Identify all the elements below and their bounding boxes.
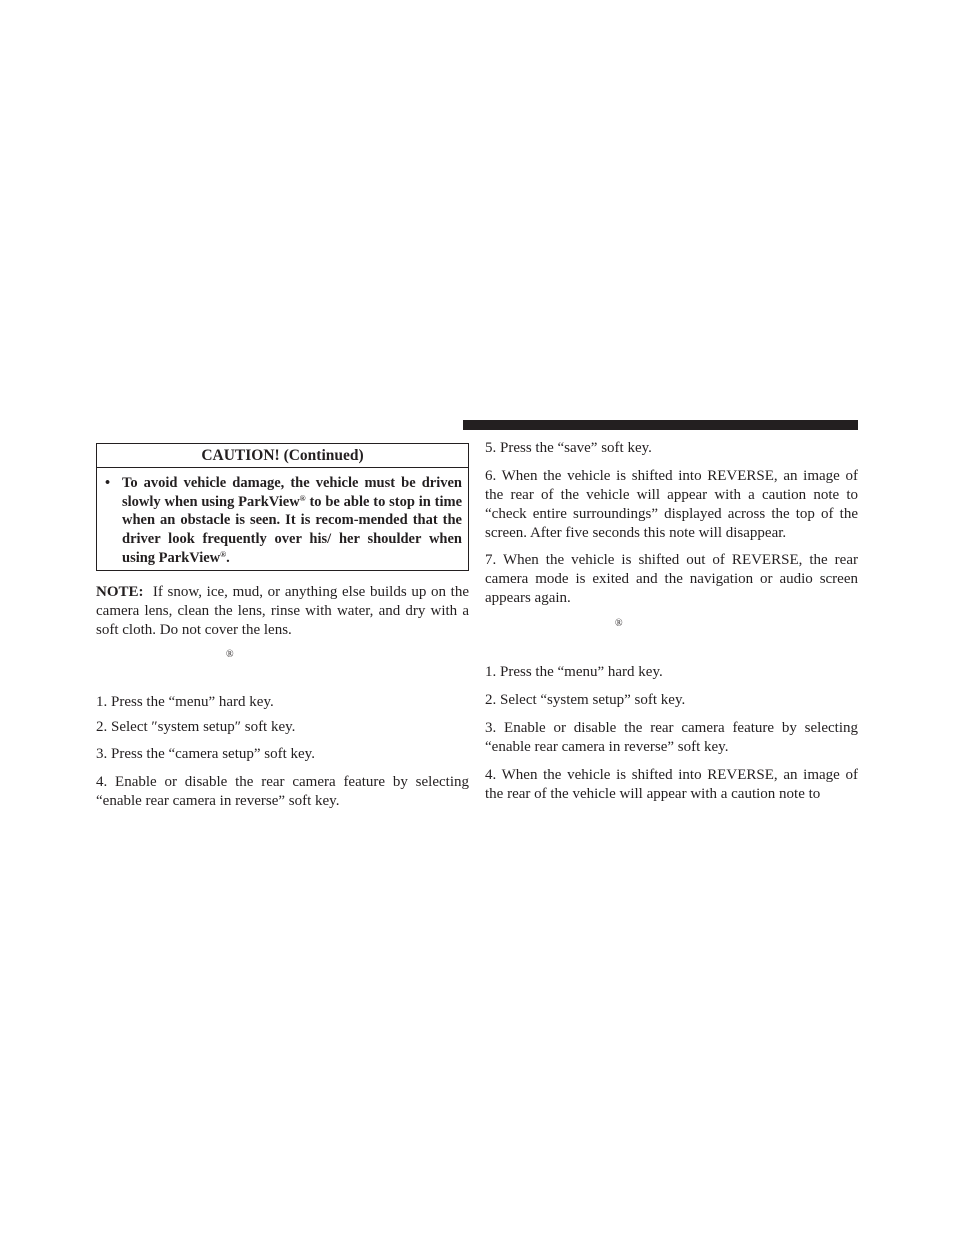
caution-box (96, 443, 469, 571)
right-step-b3: 3. Enable or disable the rear camera feature by selecting “enable rear camera in reverse” soft key. (485, 720, 858, 755)
note-text: If snow, ice, mud, or anything else builds up on the camera lens, clean the lens, rinse with water, and dry with a soft cloth. Do not cover the lens. (96, 584, 469, 638)
caution-text (97, 468, 468, 568)
registered-mark: ® (220, 549, 227, 559)
caution-text-part2: to be able to stop in time when an obstacle is seen. It is recom-mended that the driver look frequently over his/ her shoulder when using ParkView (122, 493, 463, 566)
right-step-7: 7. When the vehicle is shifted out of REVERSE, the rear camera mode is exited and the navigation or audio screen appears again. (485, 552, 858, 606)
right-step-b4: 4. When the vehicle is shifted into REVERSE, an image of the rear of the vehicle will appear with a caution note to (485, 767, 858, 802)
left-step-2: 2. Select ″system setup″ soft key. (96, 719, 296, 735)
left-step-3: 3. Press the “camera setup” soft key. (96, 746, 315, 762)
left-step-4: 4. Enable or disable the rear camera feature by selecting “enable rear camera in reverse” soft key. (96, 774, 469, 809)
caution-text-part1: To avoid vehicle damage, the vehicle must be driven slowly when using ParkView (122, 475, 462, 510)
left-heading-registered-mark: ® (226, 649, 234, 660)
note-label: NOTE: (96, 584, 144, 600)
bullet-icon: • (105, 475, 111, 491)
left-step-1: 1. Press the “menu” hard key. (96, 694, 274, 710)
section-rule (463, 420, 858, 430)
right-step-5: 5. Press the “save” soft key. (485, 440, 652, 456)
caution-text-part3: . (226, 549, 230, 566)
caution-heading: CAUTION! (Continued) (97, 444, 468, 468)
note-paragraph (96, 583, 469, 640)
right-step-b1: 1. Press the “menu” hard key. (485, 664, 663, 680)
right-heading-registered-mark: ® (615, 618, 623, 629)
right-step-b2: 2. Select “system setup” soft key. (485, 692, 686, 708)
registered-mark: ® (299, 493, 306, 503)
right-step-6: 6. When the vehicle is shifted into REVERSE, an image of the rear of the vehicle will appear with a caution note to “check entire surroundings” displayed across the top of the screen. After five seconds this note will disappear. (485, 468, 858, 541)
